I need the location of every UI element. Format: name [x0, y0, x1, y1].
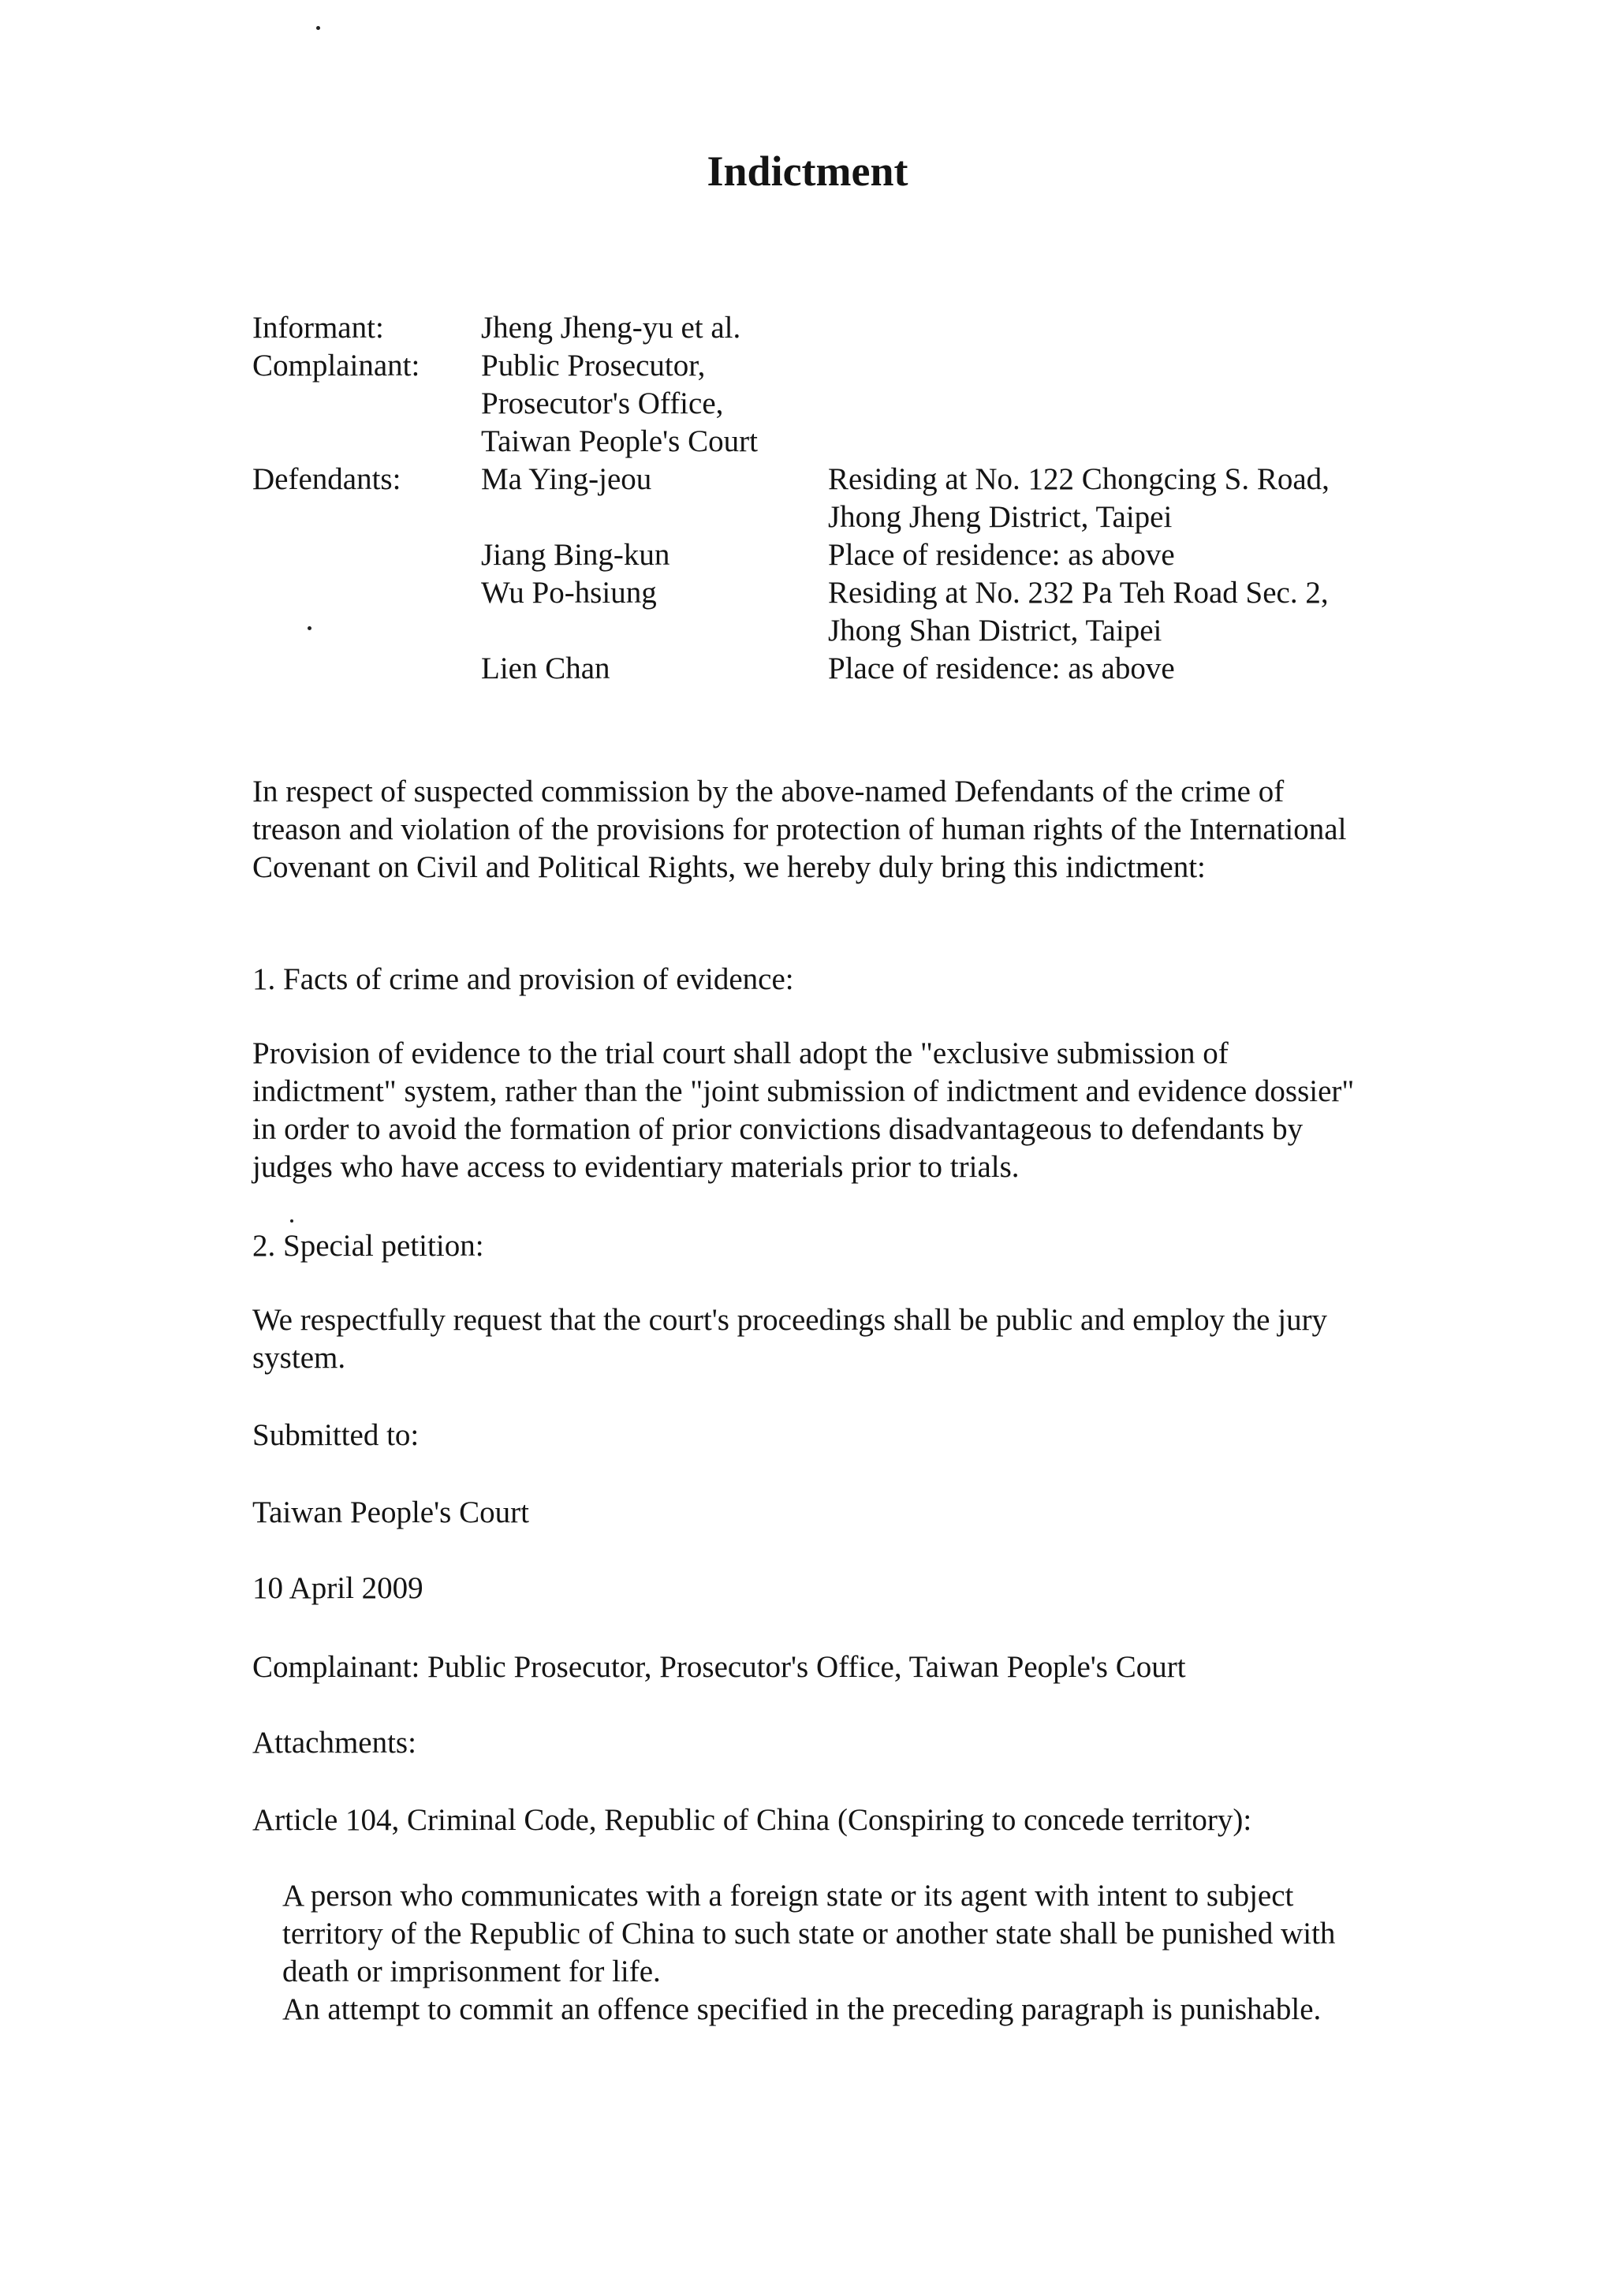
- parties-block: [252, 309, 1404, 688]
- defendants-label: Defendants:: [252, 462, 401, 496]
- section2-text: We respectfully request that the court's proceedings shall be public and employ the jury system.: [252, 1303, 1328, 1375]
- defendant-name: Wu Po-hsiung: [481, 576, 657, 610]
- defendant-address: [828, 650, 1396, 688]
- defendant-address: [828, 536, 1396, 574]
- defendant-row: [252, 650, 1404, 688]
- defendant-row: [252, 574, 1404, 650]
- scan-speck: [290, 1219, 293, 1223]
- article-paragraph: A person who communicates with a foreign state or its agent with intent to subject territory of the Republic of China to such state or another state shall be punished with death or imprisonment for life.: [282, 1879, 1336, 1988]
- address-line: Place of residence: as above: [828, 651, 1175, 685]
- article-paragraph: An attempt to commit an offence specified in the preceding paragraph is punishable.: [282, 1992, 1322, 2026]
- complainant-lines: [481, 347, 820, 461]
- informant-value: Jheng Jheng-yu et al.: [481, 311, 741, 345]
- defendant-address: [828, 461, 1396, 536]
- informant-row: [252, 309, 1404, 347]
- section1-heading: 1. Facts of crime and provision of evidence:: [252, 962, 794, 996]
- submitted-to-value: Taiwan People's Court: [252, 1495, 529, 1529]
- section2-heading: 2. Special petition:: [252, 1229, 484, 1263]
- complainant-row: [252, 347, 1404, 461]
- informant-label: Informant:: [252, 311, 384, 345]
- document-title: Indictment: [707, 147, 908, 195]
- document-date: 10 April 2009: [252, 1571, 423, 1605]
- address-line: Jhong Jheng District, Taipei: [828, 500, 1173, 534]
- defendant-name: Jiang Bing-kun: [481, 538, 670, 572]
- submitted-to-label: Submitted to:: [252, 1418, 420, 1452]
- address-line: Jhong Shan District, Taipei: [828, 614, 1162, 648]
- complainant-line: Prosecutor's Office,: [481, 386, 724, 420]
- attachments-label: Attachments:: [252, 1726, 416, 1760]
- complainant-line: Taiwan People's Court: [481, 424, 758, 458]
- defendant-name: Ma Ying-jeou: [481, 462, 652, 496]
- address-line: Place of residence: as above: [828, 538, 1175, 572]
- complainant-footer: Complainant: Public Prosecutor, Prosecutor's Office, Taiwan People's Court: [252, 1650, 1186, 1684]
- intro-paragraph: In respect of suspected commission by the above-named Defendants of the crime of treason and violation of the provisions for protection of human rights of the International Covenant on Civil and Political Rights, we hereby duly bring this indictment:: [252, 775, 1347, 884]
- defendants-row: [252, 461, 1404, 536]
- complainant-line: Public Prosecutor,: [481, 349, 706, 383]
- defendant-name: Lien Chan: [481, 651, 610, 685]
- address-line: Residing at No. 122 Chongcing S. Road,: [828, 462, 1330, 496]
- defendant-row: [252, 536, 1404, 574]
- complainant-label: Complainant:: [252, 349, 420, 383]
- scan-speck: [316, 26, 320, 30]
- defendant-address: [828, 574, 1396, 650]
- article-text: [282, 1877, 1386, 2029]
- address-line: Residing at No. 232 Pa Teh Road Sec. 2,: [828, 576, 1329, 610]
- article-heading: Article 104, Criminal Code, Republic of China (Conspiring to concede territory):: [252, 1803, 1252, 1837]
- section1-text: Provision of evidence to the trial court shall adopt the "exclusive submission of indictment" system, rather than the "joint submission of indictment and evidence dossier" in order to avoid the formation of prior convictions disadvantageous to defendants by judges who have access to evidentiary materials prior to trials.: [252, 1036, 1355, 1184]
